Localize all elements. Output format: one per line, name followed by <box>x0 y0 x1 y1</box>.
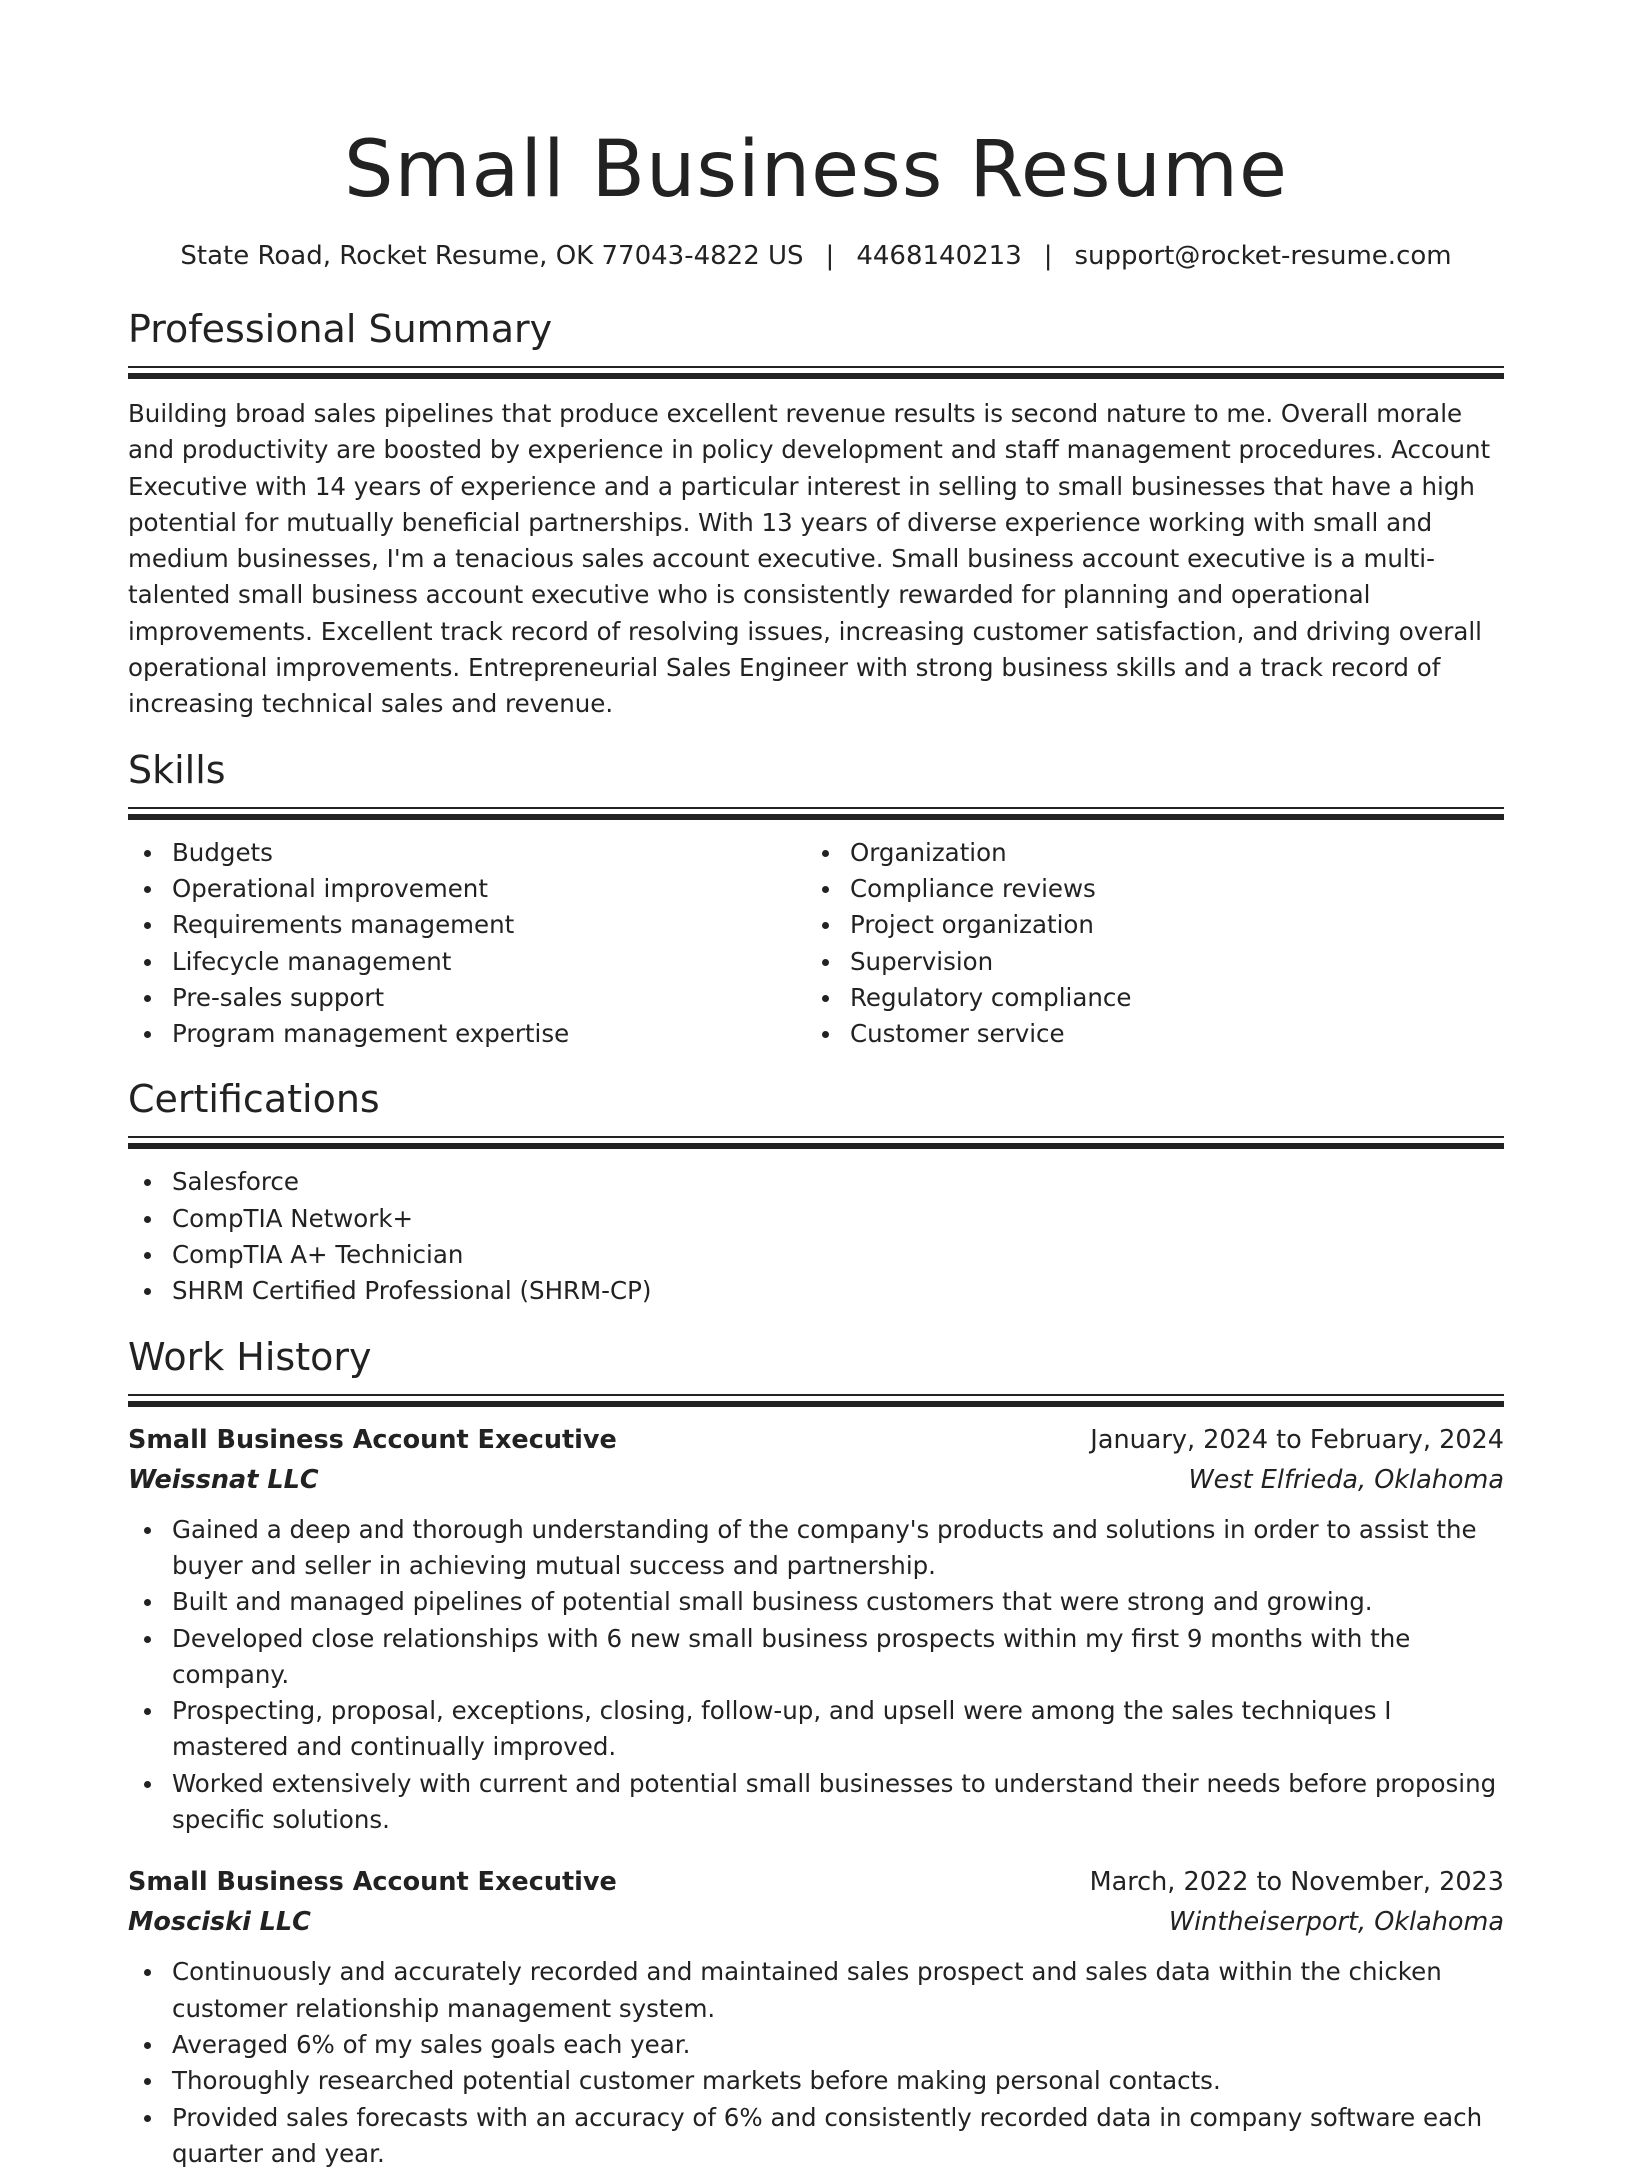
job-company: Weissnat LLC <box>128 1460 319 1500</box>
section-divider <box>128 1136 1504 1150</box>
certification-item: SHRM Certified Professional (SHRM-CP) <box>128 1273 1504 1309</box>
job-bullet: Developed close relationships with 6 new small business prospects within my first 9 months with the company. <box>128 1621 1504 1694</box>
job-bullet: Provided sales forecasts with an accuracy of 6% and consistently recorded data in company software each quarter and year. <box>128 2100 1504 2172</box>
job-company: Mosciski LLC <box>128 1902 311 1942</box>
work-history-heading: Work History <box>128 1334 1504 1380</box>
contact-separator: | <box>1044 240 1053 272</box>
job-location: Wintheiserport, Oklahoma <box>1169 1902 1504 1942</box>
job-dates: January, 2024 to February, 2024 <box>1090 1420 1504 1460</box>
skills-section <box>128 747 1504 1053</box>
skills-heading: Skills <box>128 747 1504 793</box>
job-title: Small Business Account Executive <box>128 1420 617 1460</box>
job-bullet: Thoroughly researched potential customer markets before making personal contacts. <box>128 2063 1504 2099</box>
certification-item: CompTIA A+ Technician <box>128 1237 1504 1273</box>
job-bullets <box>128 1512 1504 1839</box>
job-subheader <box>128 1460 1504 1500</box>
skill-item: Program management expertise <box>128 1016 806 1052</box>
skill-item: Pre-sales support <box>128 980 806 1016</box>
job-bullet: Continuously and accurately recorded and maintained sales prospect and sales data within the chicken customer relationship management system. <box>128 1954 1504 2027</box>
skills-grid <box>128 835 1504 1053</box>
summary-text: Building broad sales pipelines that produce excellent revenue results is second nature to me. Overall morale and productivity are boosted by experience in policy development and staff management procedures. Account Executive with 14 years of experience and a particular interest in selling to small businesses that have a high potential for mutually beneficial partnerships. With 13 years of diverse experience working with small and medium businesses, I'm a tenacious sales account executive. Small business account executive is a multi-talented small business account executive who is consistently rewarded for planning and operational improvements. Excellent track record of resolving issues, increasing customer satisfaction, and driving overall operational improvements. Entrepreneurial Sales Engineer with strong business skills and a track record of increasing technical sales and revenue. <box>128 396 1504 723</box>
certifications-list <box>128 1164 1504 1309</box>
job-location: West Elfrieda, Oklahoma <box>1188 1460 1504 1500</box>
skill-item: Lifecycle management <box>128 944 806 980</box>
certifications-heading: Certifications <box>128 1076 1504 1122</box>
contact-phone: 4468140213 <box>856 241 1021 271</box>
skill-item: Supervision <box>806 944 1484 980</box>
job-entry <box>128 1862 1504 2172</box>
skill-item: Operational improvement <box>128 871 806 907</box>
skill-item: Organization <box>806 835 1484 871</box>
contact-address: State Road, Rocket Resume, OK 77043-4822 US <box>180 241 803 271</box>
skill-item: Project organization <box>806 907 1484 943</box>
job-bullet: Averaged 6% of my sales goals each year. <box>128 2027 1504 2063</box>
job-title: Small Business Account Executive <box>128 1862 617 1902</box>
section-divider <box>128 1394 1504 1408</box>
contact-line <box>128 240 1504 272</box>
skills-list-left <box>128 835 806 1053</box>
resume-page <box>128 0 1504 2172</box>
skill-item: Customer service <box>806 1016 1484 1052</box>
contact-separator: | <box>826 240 835 272</box>
job-bullet: Prospecting, proposal, exceptions, closing, follow-up, and upsell were among the sales techniques I mastered and continually improved. <box>128 1693 1504 1766</box>
work-history-section <box>128 1334 1504 2172</box>
certification-item: Salesforce <box>128 1164 1504 1200</box>
skills-list-right <box>806 835 1484 1053</box>
skill-item: Budgets <box>128 835 806 871</box>
skill-item: Requirements management <box>128 907 806 943</box>
job-bullet: Worked extensively with current and potential small businesses to understand their needs before proposing specific solutions. <box>128 1766 1504 1839</box>
job-subheader <box>128 1902 1504 1942</box>
certification-item: CompTIA Network+ <box>128 1201 1504 1237</box>
skill-item: Compliance reviews <box>806 871 1484 907</box>
certifications-section <box>128 1076 1504 1309</box>
section-divider <box>128 807 1504 821</box>
section-divider <box>128 366 1504 380</box>
job-header <box>128 1420 1504 1460</box>
summary-section <box>128 306 1504 723</box>
job-bullet: Gained a deep and thorough understanding of the company's products and solutions in order to assist the buyer and seller in achieving mutual success and partnership. <box>128 1512 1504 1585</box>
summary-heading: Professional Summary <box>128 306 1504 352</box>
job-bullet: Built and managed pipelines of potential small business customers that were strong and growing. <box>128 1584 1504 1620</box>
resume-title: Small Business Resume <box>128 122 1504 218</box>
skill-item: Regulatory compliance <box>806 980 1484 1016</box>
job-entry <box>128 1420 1504 1839</box>
job-bullets <box>128 1954 1504 2172</box>
job-dates: March, 2022 to November, 2023 <box>1090 1862 1504 1902</box>
contact-email: support@rocket-resume.com <box>1075 241 1452 271</box>
job-header <box>128 1862 1504 1902</box>
